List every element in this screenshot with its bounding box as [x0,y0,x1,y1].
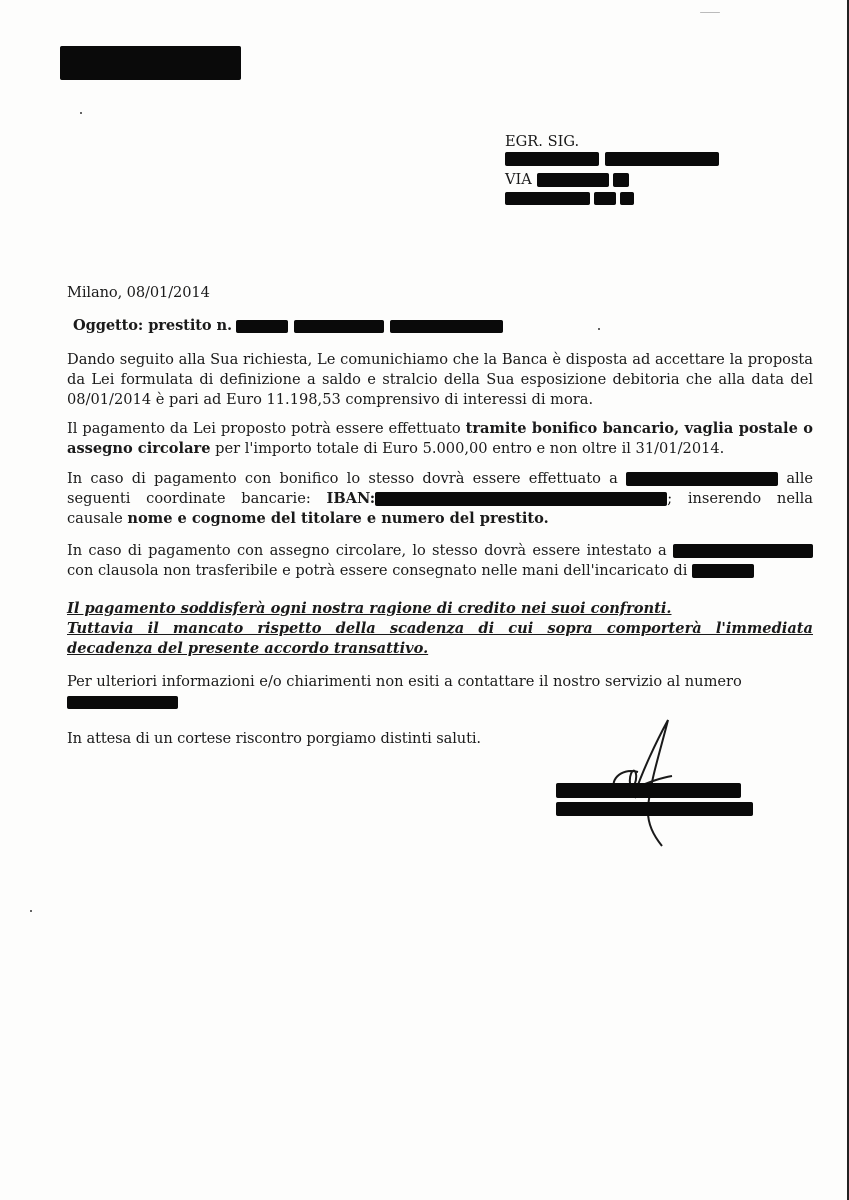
subject-label: Oggetto: prestito n. [73,317,233,334]
place-date: Milano, 08/01/2014 [67,284,210,301]
handwritten-signature [590,712,690,852]
paragraph-contact: Per ulteriori informazioni e/o chiarimenti non esiti a contattare il nostro servizio al numero [67,673,742,690]
transfer-intro: In caso di pagamento con bonifico lo stesso dovrà essere effettuato a [67,470,627,487]
paragraph-offer: Dando seguito alla Sua richiesta, Le comunichiamo che la Banca è disposta ad accettare la proposta da Lei formulata di definizione a saldo e stralcio della Sua esposizione debitoria che alla data del 08/01/2014 è pari ad Euro 11.198,53 comprensivo di interessi di mora. [67,351,813,408]
recipient-name-redaction [505,152,599,166]
loan-number-redaction-1 [236,320,288,333]
scan-speck [700,12,720,13]
scan-speck [80,112,82,114]
recipient-label: EGR. SIG. [505,133,580,150]
paragraph-bank-transfer [67,469,813,529]
paragraph-cashier-check [67,541,813,581]
scan-speck [30,910,32,912]
iban-label: IBAN: [326,490,376,507]
province-code-redaction [620,192,634,205]
street-prefix: VIA [505,171,532,188]
transfer-causale: ; inserendo nella causale [67,490,813,527]
loan-number-redaction-2 [294,320,384,333]
signatory-name-redaction [556,783,741,798]
payment-intro: Il pagamento da Lei proposto potrà essere effettuato [67,420,466,437]
paragraph-payment-method [67,419,813,459]
iban-redaction [375,492,667,506]
check-payee-redaction [673,544,813,558]
beneficiary-redaction [626,472,778,486]
recipient-surname-redaction [605,152,719,166]
province-redaction [594,192,616,205]
city-redaction [505,192,590,205]
check-intro: In caso di pagamento con assegno circolare, lo stesso dovrà essere intestato a [67,542,673,559]
scan-speck [598,328,600,330]
agent-redaction [692,564,754,578]
phone-number-redaction [67,696,178,709]
closing-salutation: In attesa di un cortese riscontro porgiamo distinti saluti. [67,730,481,747]
street-number-redaction [613,173,629,187]
transfer-causale-detail: nome e cognome del titolare e numero del prestito. [127,510,549,527]
paragraph-conditions [67,599,813,659]
transfer-coordinates: alle seguenti coordinate bancarie: [67,470,813,507]
subject-line [73,316,232,336]
conditions-line-2: Tuttavia il mancato rispetto della scadenza di cui sopra comporterà l'immediata decadenza del presente accordo transattivo. [67,620,813,657]
check-delivery: con clausola non trasferibile e potrà essere consegnato nelle mani dell'incaricato di [67,562,693,579]
payment-methods: tramite bonifico bancario, vaglia postale o assegno circolare [67,420,813,457]
street-redaction [537,173,609,187]
signatory-title-redaction [556,802,753,816]
conditions-line-1: Il pagamento soddisferà ogni nostra ragione di credito nei suoi confronti. [67,600,672,617]
sender-redaction [60,46,241,80]
payment-amount: per l'importo totale di Euro 5.000,00 entro e non oltre il 31/01/2014. [210,440,725,457]
loan-number-redaction-3 [390,320,503,333]
